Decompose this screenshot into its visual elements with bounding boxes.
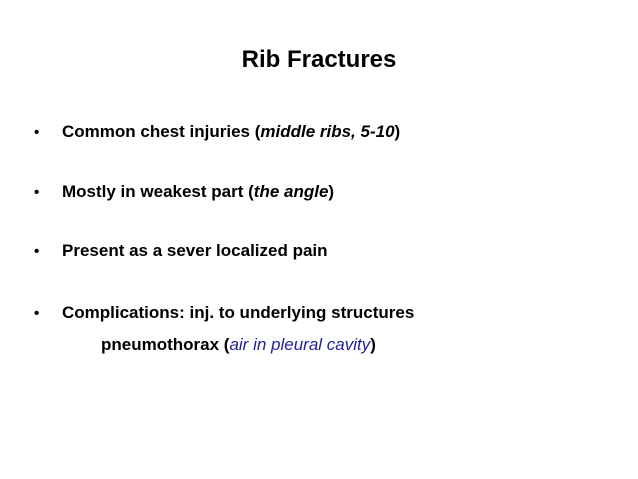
bullet-item-weakest-part (34, 181, 334, 204)
bullet-text: Complications: inj. to underlying structures (62, 303, 415, 322)
bullet-item-common-injuries (34, 121, 400, 144)
sub-bullet-pneumothorax (101, 334, 376, 356)
bullet-text: Common chest injuries ( (62, 122, 261, 141)
bullet-item-localized-pain (34, 240, 328, 263)
bullet-italic-text: middle ribs, 5-10 (260, 122, 395, 141)
bullet-text-end: ) (328, 182, 335, 201)
bullet-text: Present as a sever localized pain (62, 241, 328, 260)
slide-title: Rib Fractures (241, 46, 397, 73)
sub-bullet-text-end: ) (370, 335, 376, 354)
bullet-item-complications (34, 302, 414, 325)
bullet-icon: • (34, 243, 40, 260)
bullet-text: Mostly in weakest part ( (62, 182, 254, 201)
bullet-icon: • (34, 184, 40, 201)
bullet-icon: • (34, 305, 40, 322)
bullet-icon: • (34, 124, 40, 141)
sub-bullet-highlight-text: air in pleural cavity (229, 335, 371, 354)
bullet-italic-text: the angle (253, 182, 329, 201)
sub-bullet-text: pneumothorax ( (101, 335, 230, 354)
bullet-text-end: ) (394, 122, 401, 141)
